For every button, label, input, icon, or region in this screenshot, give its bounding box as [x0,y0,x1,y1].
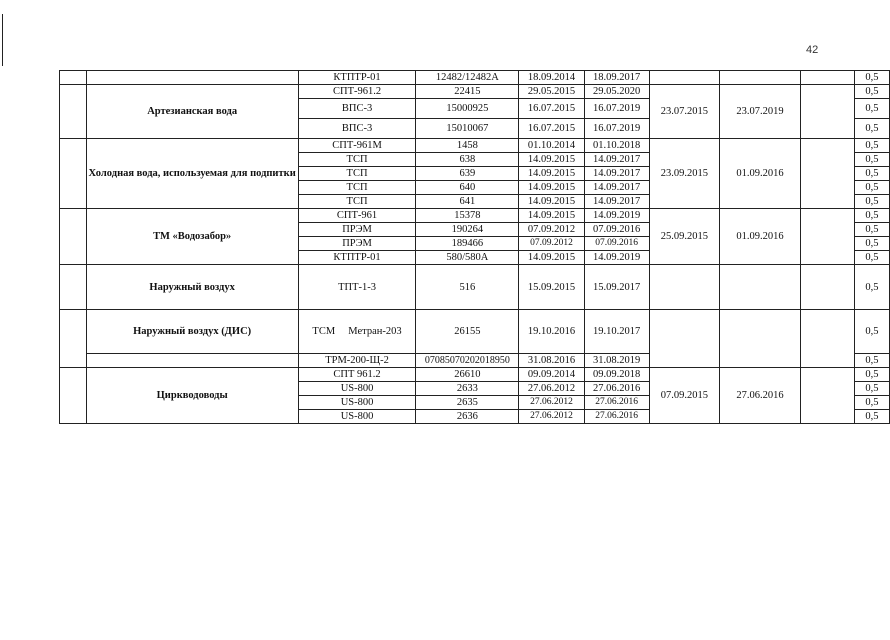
date-cell: 14.09.2019 [584,209,649,223]
value-cell: 0,5 [854,195,889,209]
group-cell: Циркводоводы [86,368,298,424]
check-from-cell: 23.09.2015 [649,139,719,209]
device-cell: ТСП [298,181,416,195]
date-cell: 16.07.2015 [519,119,584,139]
date-cell: 14.09.2015 [519,209,584,223]
empty-cell [800,209,854,265]
empty-cell [800,265,854,310]
value-cell: 0,5 [854,85,889,99]
date-cell: 16.07.2019 [584,119,649,139]
value-cell: 0,5 [854,396,889,410]
value-cell: 0,5 [854,167,889,181]
value-cell: 0,5 [854,382,889,396]
device-cell: ТСП [298,195,416,209]
device-cell: СПТ-961 [298,209,416,223]
value-cell: 0,5 [854,153,889,167]
group-cell: Наружный воздух [86,265,298,310]
date-cell: 27.06.2016 [584,410,649,424]
table-row [60,310,890,354]
date-cell: 01.10.2018 [584,139,649,153]
date-cell: 18.09.2014 [519,71,584,85]
empty-cell [800,139,854,209]
date-cell: 07.09.2016 [584,237,649,251]
empty-cell [800,85,854,139]
date-cell: 14.09.2017 [584,167,649,181]
table-row [60,265,890,310]
date-cell: 07.09.2012 [519,223,584,237]
serial-cell: 2636 [416,410,519,424]
date-cell: 19.10.2017 [584,310,649,354]
date-cell: 14.09.2017 [584,181,649,195]
check-from-cell [649,310,719,368]
table-row [60,209,890,223]
check-from-cell: 07.09.2015 [649,368,719,424]
device-cell: ТСМ Метран-203 [298,310,416,354]
group-cell: ТМ «Водозабор» [86,209,298,265]
date-cell: 27.06.2012 [519,410,584,424]
number-cell [60,85,87,139]
measurement-devices-table [59,70,890,424]
serial-cell: 2635 [416,396,519,410]
serial-cell: 15000925 [416,99,519,119]
check-to-cell: 01.09.2016 [720,209,801,265]
check-from-cell: 25.09.2015 [649,209,719,265]
check-from-cell [649,71,719,85]
device-cell: US-800 [298,396,416,410]
number-cell [60,310,87,368]
check-to-cell [720,71,801,85]
serial-cell: 190264 [416,223,519,237]
empty-cell [800,368,854,424]
value-cell: 0,5 [854,368,889,382]
value-cell: 0,5 [854,139,889,153]
device-cell: СПТ-961М [298,139,416,153]
date-cell: 15.09.2017 [584,265,649,310]
date-cell: 14.09.2019 [584,251,649,265]
date-cell: 14.09.2015 [519,251,584,265]
table-row [60,139,890,153]
value-cell: 0,5 [854,265,889,310]
page-number: 42 [806,44,819,56]
date-cell: 16.07.2015 [519,99,584,119]
number-cell [60,139,87,209]
device-cell: US-800 [298,382,416,396]
serial-cell: 1458 [416,139,519,153]
number-cell [60,368,87,424]
date-cell: 15.09.2015 [519,265,584,310]
date-cell: 01.10.2014 [519,139,584,153]
number-cell [60,209,87,265]
device-cell: КТПТР-01 [298,71,416,85]
date-cell: 14.09.2015 [519,195,584,209]
serial-cell: 640 [416,181,519,195]
number-cell [60,71,87,85]
device-cell: КТПТР-01 [298,251,416,265]
value-cell: 0,5 [854,209,889,223]
serial-cell: 15378 [416,209,519,223]
date-cell: 27.06.2012 [519,382,584,396]
date-cell: 14.09.2015 [519,181,584,195]
date-cell: 27.06.2016 [584,382,649,396]
date-cell: 14.09.2015 [519,167,584,181]
date-cell: 31.08.2019 [584,354,649,368]
group-cell [86,354,298,368]
date-cell: 18.09.2017 [584,71,649,85]
device-cell: ПРЭМ [298,237,416,251]
serial-cell: 2633 [416,382,519,396]
group-cell: Холодная вода, используемая для подпитки [86,139,298,209]
serial-cell: 639 [416,167,519,181]
table-row [60,85,890,99]
group-cell: Артезианская вода [86,85,298,139]
device-cell: ВПС-3 [298,99,416,119]
date-cell: 19.10.2016 [519,310,584,354]
date-cell: 09.09.2014 [519,368,584,382]
device-cell: ВПС-3 [298,119,416,139]
margin-rule [2,14,3,66]
serial-cell: 516 [416,265,519,310]
device-cell: ТСП [298,153,416,167]
value-cell: 0,5 [854,71,889,85]
serial-cell: 26155 [416,310,519,354]
serial-cell: 638 [416,153,519,167]
device-cell: ПРЭМ [298,223,416,237]
number-cell [60,265,87,310]
device-cell: ТСП [298,167,416,181]
date-cell: 29.05.2020 [584,85,649,99]
date-cell: 14.09.2017 [584,153,649,167]
date-cell: 09.09.2018 [584,368,649,382]
date-cell: 14.09.2017 [584,195,649,209]
value-cell: 0,5 [854,310,889,354]
empty-cell [800,71,854,85]
date-cell: 29.05.2015 [519,85,584,99]
value-cell: 0,5 [854,223,889,237]
serial-cell: 641 [416,195,519,209]
serial-cell: 15010067 [416,119,519,139]
serial-cell: 26610 [416,368,519,382]
check-to-cell: 23.07.2019 [720,85,801,139]
date-cell: 31.08.2016 [519,354,584,368]
date-cell: 27.06.2016 [584,396,649,410]
date-cell: 07.09.2016 [584,223,649,237]
empty-cell [800,310,854,368]
serial-cell: 580/580А [416,251,519,265]
table-row [60,368,890,382]
device-cell: ТПТ-1-3 [298,265,416,310]
date-cell: 14.09.2015 [519,153,584,167]
table-row [60,71,890,85]
serial-cell: 07085070202018950 [416,354,519,368]
device-cell: СПТ-961.2 [298,85,416,99]
value-cell: 0,5 [854,354,889,368]
value-cell: 0,5 [854,181,889,195]
device-cell: СПТ 961.2 [298,368,416,382]
check-to-cell: 01.09.2016 [720,139,801,209]
value-cell: 0,5 [854,99,889,119]
value-cell: 0,5 [854,251,889,265]
check-to-cell [720,310,801,368]
serial-cell: 12482/12482А [416,71,519,85]
check-from-cell [649,265,719,310]
serial-cell: 22415 [416,85,519,99]
value-cell: 0,5 [854,237,889,251]
device-cell: ТРМ-200-Щ-2 [298,354,416,368]
date-cell: 07.09.2012 [519,237,584,251]
group-cell [86,71,298,85]
group-cell: Наружный воздух (ДИС) [86,310,298,354]
value-cell: 0,5 [854,119,889,139]
device-cell: US-800 [298,410,416,424]
date-cell: 27.06.2012 [519,396,584,410]
check-to-cell [720,265,801,310]
check-from-cell: 23.07.2015 [649,85,719,139]
date-cell: 16.07.2019 [584,99,649,119]
check-to-cell: 27.06.2016 [720,368,801,424]
value-cell: 0,5 [854,410,889,424]
serial-cell: 189466 [416,237,519,251]
